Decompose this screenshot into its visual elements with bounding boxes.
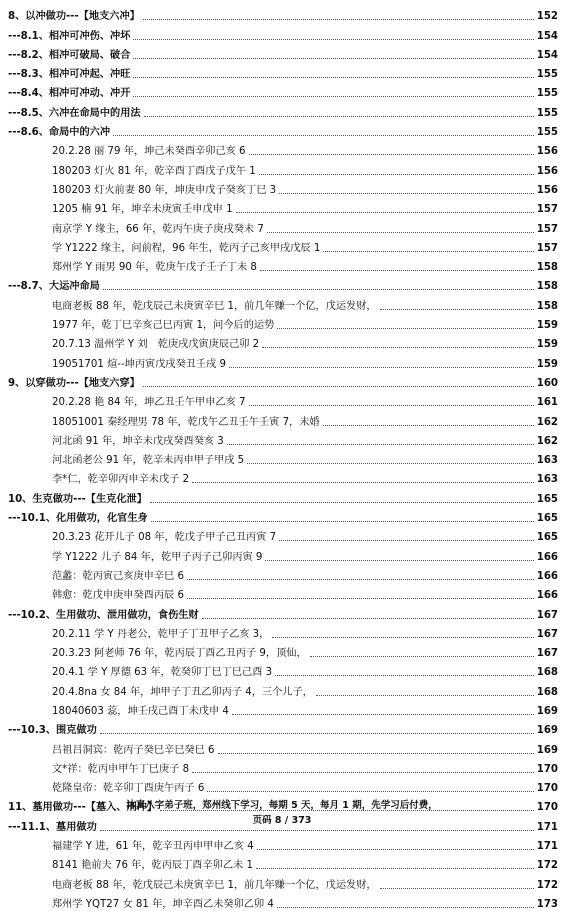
toc-case-entry[interactable] xyxy=(0,660,564,679)
toc-page-number: 169 xyxy=(536,744,558,756)
toc-dot-leader xyxy=(275,675,534,676)
toc-section-entry[interactable] xyxy=(0,718,564,737)
toc-entry-title[interactable]: 电商老板 88 年，乾戊辰己未庚寅辛巳 1，前几年赚一个亿，戊运发财， xyxy=(52,879,377,891)
toc-entry-title[interactable]: 20.3.23 阿老师 76 年，乾丙辰丁酉乙丑丙子 9，顶仙， xyxy=(52,648,307,660)
toc-entry-title[interactable]: 8141 艳前夫 76 年，乾丙辰丁酉辛卯乙未 1 xyxy=(52,860,253,872)
toc-page-number: 158 xyxy=(536,281,558,293)
toc-dot-leader xyxy=(249,154,534,155)
toc-dot-leader xyxy=(143,19,534,20)
toc-entry-title[interactable]: 1205 楠 91 年，坤辛未庚寅壬申戊申 1 xyxy=(52,204,233,216)
toc-dot-leader xyxy=(133,58,534,59)
toc-dot-leader xyxy=(310,656,534,657)
footer-notice: 沐真八字弟子班，郑州线下学习，每期 5 天，每月 1 期，先学习后付费， xyxy=(126,800,438,811)
toc-section-entry[interactable] xyxy=(0,274,564,293)
toc-entry-title[interactable]: 20.2.11 学 Y 丹老公，乾甲子丁丑甲子乙亥 3， xyxy=(52,628,270,640)
toc-dot-leader xyxy=(150,502,534,503)
toc-dot-leader xyxy=(229,367,534,368)
toc-page-number: 159 xyxy=(536,320,558,332)
toc-case-entry[interactable] xyxy=(0,216,564,235)
toc-entry-title[interactable]: 河北函 91 年，坤辛未戊戌癸酉癸亥 3 xyxy=(52,435,224,447)
toc-page-number: 163 xyxy=(536,455,558,467)
toc-section-entry[interactable] xyxy=(0,23,564,42)
toc-page-number: 152 xyxy=(536,11,558,23)
toc-dot-leader xyxy=(151,521,534,522)
toc-dot-leader xyxy=(207,791,534,792)
toc-page-number: 154 xyxy=(536,30,558,42)
toc-page-number: 157 xyxy=(536,223,558,235)
toc-dot-leader xyxy=(144,116,534,117)
toc-entry-title[interactable]: ---8.4、相冲可冲动、冲开 xyxy=(8,88,131,100)
toc-page-number: 167 xyxy=(536,609,558,621)
toc-entry-title[interactable]: 韩愈：乾戊申庚申癸酉丙辰 6 xyxy=(52,590,184,602)
toc-page-number: 172 xyxy=(536,860,558,872)
toc-page-number: 166 xyxy=(536,551,558,563)
toc-dot-leader xyxy=(232,714,534,715)
toc-case-entry[interactable] xyxy=(0,776,564,795)
toc-case-entry[interactable] xyxy=(0,757,564,776)
toc-page-number: 169 xyxy=(536,705,558,717)
toc-page-number: 173 xyxy=(536,898,558,910)
toc-entry-title[interactable]: ---10.3、围克做功 xyxy=(8,725,97,737)
toc-entry-title[interactable]: ---8.2、相冲可破局、破合 xyxy=(8,49,131,61)
toc-dot-leader xyxy=(257,849,534,850)
toc-dot-leader xyxy=(262,347,534,348)
toc-dot-leader xyxy=(133,77,534,78)
toc-section-entry[interactable] xyxy=(0,62,564,81)
toc-page-number: 167 xyxy=(536,628,558,640)
toc-chapter-entry[interactable] xyxy=(0,4,564,23)
toc-entry-title[interactable]: 南京学 Y 缘主，66 年，乾丙午庚子庚戌癸未 7 xyxy=(52,223,264,235)
toc-page-number: 166 xyxy=(536,570,558,582)
toc-case-entry[interactable] xyxy=(0,429,564,448)
toc-entry-title[interactable]: ---10.2、生用做功、泄用做功，食伤生财 xyxy=(8,609,199,621)
toc-page-number: 171 xyxy=(536,841,558,853)
toc-entry-title[interactable]: 20.4.8na 女 84 年，坤甲子丁丑乙卯丙子 4，三个儿子， xyxy=(52,686,313,698)
toc-page-number: 163 xyxy=(536,474,558,486)
toc-case-entry[interactable] xyxy=(0,622,564,641)
toc-page-number: 156 xyxy=(536,184,558,196)
toc-page-number: 170 xyxy=(536,763,558,775)
toc-entry-title[interactable]: ---8.3、相冲可冲起、冲旺 xyxy=(8,69,131,81)
toc-case-entry[interactable] xyxy=(0,583,564,602)
toc-dot-leader xyxy=(380,309,534,310)
toc-case-entry[interactable] xyxy=(0,544,564,563)
toc-page-number: 155 xyxy=(536,107,558,119)
toc-page-number: 156 xyxy=(536,146,558,158)
toc-dot-leader xyxy=(267,232,534,233)
toc-page-number: 156 xyxy=(536,165,558,177)
page-number: 页码 8 / 373 xyxy=(252,815,312,826)
toc-page-number: 167 xyxy=(536,648,558,660)
toc-dot-leader xyxy=(279,540,534,541)
toc-dot-leader xyxy=(103,289,534,290)
toc-dot-leader xyxy=(323,425,534,426)
toc-dot-leader xyxy=(249,405,534,406)
toc-page-number: 155 xyxy=(536,69,558,81)
toc-case-entry[interactable] xyxy=(0,892,564,911)
toc-dot-leader xyxy=(260,270,534,271)
toc-chapter-entry[interactable] xyxy=(0,371,564,390)
toc-entry-title[interactable]: 范蠡：乾丙寅己亥庚申辛巳 6 xyxy=(52,570,184,582)
toc-page-number: 166 xyxy=(536,590,558,602)
toc-case-entry[interactable] xyxy=(0,737,564,756)
toc-page-number: 172 xyxy=(536,879,558,891)
toc-dot-leader xyxy=(113,135,534,136)
toc-page-number: 165 xyxy=(536,493,558,505)
toc-dot-leader xyxy=(277,907,534,908)
toc-dot-leader xyxy=(256,868,534,869)
toc-dot-leader xyxy=(187,598,534,599)
toc-dot-leader xyxy=(133,96,534,97)
toc-entry-title[interactable]: 18051001 秦经理男 78 年，乾戊午乙丑壬午壬寅 7，未婚 xyxy=(52,416,320,428)
toc-entry-title[interactable]: ---11.1、墓用做功 xyxy=(8,821,97,833)
toc-entry-title[interactable]: 1977 年，乾丁巳辛亥己巳丙寅 1，问今后的运势 xyxy=(52,320,275,332)
toc-entry-title[interactable]: 吕祖吕洞宾：乾丙子癸巳辛巳癸巳 6 xyxy=(52,744,215,756)
toc-page-number: 168 xyxy=(536,686,558,698)
toc-page-number: 160 xyxy=(536,377,558,389)
toc-entry-title[interactable]: 郑州学 YQT27 女 81 年，坤辛酉乙未癸卯乙卯 4 xyxy=(52,898,274,910)
toc-case-entry[interactable] xyxy=(0,872,564,891)
toc-page-number: 171 xyxy=(536,821,558,833)
toc-page-number: 165 xyxy=(536,532,558,544)
toc-dot-leader xyxy=(323,251,534,252)
toc-dot-leader xyxy=(133,39,534,40)
toc-entry-title[interactable]: 19051701 煊--坤丙寅戊戌癸丑壬戌 9 xyxy=(52,358,227,370)
toc-entry-title[interactable]: 乾隆皇帝：乾辛卯丁酉庚午丙子 6 xyxy=(52,783,205,795)
table-of-contents xyxy=(0,4,564,911)
toc-page-number: 169 xyxy=(536,725,558,737)
toc-entry-title[interactable]: 180203 灯火前妻 80 年，坤庚申戊子癸亥丁巳 3 xyxy=(52,184,277,196)
toc-entry-title[interactable]: 180203 灯火 81 年，乾辛酉丁酉戊子戊午 1 xyxy=(52,165,256,177)
toc-dot-leader xyxy=(187,579,534,580)
toc-entry-title[interactable]: 20.2.28 丽 79 年，坤己未癸酉辛卯己亥 6 xyxy=(52,146,246,158)
toc-page-number: 170 xyxy=(536,802,558,814)
toc-case-entry[interactable] xyxy=(0,834,564,853)
toc-dot-leader xyxy=(279,193,534,194)
toc-page-number: 168 xyxy=(536,667,558,679)
toc-entry-title[interactable]: 福建学 Y 进，61 年，乾辛丑丙申甲申乙亥 4 xyxy=(52,841,254,853)
toc-entry-title[interactable]: 学 Y1222 缘主，问前程，96 年生，乾丙子己亥甲戌戊辰 1 xyxy=(52,242,321,254)
toc-dot-leader xyxy=(380,888,534,889)
toc-dot-leader xyxy=(272,637,534,638)
toc-entry-title[interactable]: ---8.6、命局中的六冲 xyxy=(8,127,111,139)
toc-dot-leader xyxy=(259,174,534,175)
toc-entry-title[interactable]: 电商老板 88 年，乾戊辰己未庚寅辛巳 1，前几年赚一个亿，戊运发财， xyxy=(52,300,377,312)
toc-page-number: 162 xyxy=(536,435,558,447)
toc-entry-title[interactable]: 8、以冲做功---【地支六冲】 xyxy=(8,11,140,23)
toc-page-number: 157 xyxy=(536,204,558,216)
toc-section-entry[interactable] xyxy=(0,43,564,62)
toc-entry-title[interactable]: 郑州学 Y 雨男 90 年，乾庚午戊子壬子丁未 8 xyxy=(52,262,257,274)
toc-case-entry[interactable] xyxy=(0,197,564,216)
toc-page-number: 161 xyxy=(536,397,558,409)
toc-section-entry[interactable] xyxy=(0,100,564,119)
toc-page-number: 158 xyxy=(536,300,558,312)
toc-case-entry[interactable] xyxy=(0,564,564,583)
toc-case-entry[interactable] xyxy=(0,448,564,467)
toc-entry-title[interactable]: 18040603 蕊，坤壬戌己酉丁未戊申 4 xyxy=(52,705,229,717)
toc-case-entry[interactable] xyxy=(0,853,564,872)
toc-case-entry[interactable] xyxy=(0,390,564,409)
toc-case-entry[interactable] xyxy=(0,139,564,158)
toc-page-number: 154 xyxy=(536,49,558,61)
toc-case-entry[interactable] xyxy=(0,699,564,718)
toc-entry-title[interactable]: 文*祥：乾丙申甲午丁巳庚子 8 xyxy=(52,763,190,775)
toc-case-entry[interactable] xyxy=(0,409,564,428)
toc-case-entry[interactable] xyxy=(0,293,564,312)
toc-dot-leader xyxy=(316,695,534,696)
toc-case-entry[interactable] xyxy=(0,525,564,544)
toc-entry-title[interactable]: ---8.7、大运冲命局 xyxy=(8,281,100,293)
toc-entry-title[interactable]: ---8.1、相冲可冲伤、冲坏 xyxy=(8,30,131,42)
toc-entry-title[interactable]: 20.7.13 温州学 Y 刘 乾庚戌戊寅庚辰己卯 2 xyxy=(52,339,260,351)
toc-page-number: 159 xyxy=(536,358,558,370)
toc-page-number: 162 xyxy=(536,416,558,428)
toc-dot-leader xyxy=(227,444,534,445)
toc-entry-title[interactable]: ---8.5、六冲在命局中的用法 xyxy=(8,107,141,119)
toc-page-number: 155 xyxy=(536,127,558,139)
toc-dot-leader xyxy=(100,733,534,734)
toc-page-number: 165 xyxy=(536,513,558,525)
toc-entry-title[interactable]: ---10.1、化用做功，化官生身 xyxy=(8,513,148,525)
toc-entry-title[interactable]: 11、墓用做功---【墓入、刑冲】 xyxy=(8,802,158,814)
toc-entry-title[interactable]: 20.4.1 学 Y 厚德 63 年，乾癸卯丁巳丁巳己酉 3 xyxy=(52,667,273,679)
toc-dot-leader xyxy=(236,212,534,213)
toc-section-entry[interactable] xyxy=(0,120,564,139)
toc-case-entry[interactable] xyxy=(0,467,564,486)
toc-entry-title[interactable]: 10、生克做功---【生克化泄】 xyxy=(8,493,147,505)
toc-dot-leader xyxy=(192,772,534,773)
toc-section-entry[interactable] xyxy=(0,602,564,621)
toc-entry-title[interactable]: 20.2.28 艳 84 年，坤乙丑壬午甲申乙亥 7 xyxy=(52,397,246,409)
toc-case-entry[interactable] xyxy=(0,158,564,177)
toc-case-entry[interactable] xyxy=(0,679,564,698)
toc-case-entry[interactable] xyxy=(0,351,564,370)
toc-case-entry[interactable] xyxy=(0,178,564,197)
toc-section-entry[interactable] xyxy=(0,506,564,525)
toc-page-number: 170 xyxy=(536,783,558,795)
toc-entry-title[interactable]: 学 Y1222 儿子 84 年，乾甲子丙子己卯丙寅 9 xyxy=(52,551,263,563)
toc-dot-leader xyxy=(192,482,534,483)
toc-dot-leader xyxy=(143,386,534,387)
toc-case-entry[interactable] xyxy=(0,641,564,660)
toc-dot-leader xyxy=(265,560,534,561)
toc-entry-title[interactable]: 9、以穿做功---【地支六穿】 xyxy=(8,377,140,389)
toc-dot-leader xyxy=(218,753,534,754)
toc-case-entry[interactable] xyxy=(0,255,564,274)
toc-page-number: 157 xyxy=(536,242,558,254)
toc-page-number: 155 xyxy=(536,88,558,100)
toc-case-entry[interactable] xyxy=(0,332,564,351)
toc-dot-leader xyxy=(202,618,534,619)
toc-page-number: 158 xyxy=(536,262,558,274)
toc-case-entry[interactable] xyxy=(0,236,564,255)
toc-section-entry[interactable] xyxy=(0,81,564,100)
toc-case-entry[interactable] xyxy=(0,313,564,332)
toc-entry-title[interactable]: 河北函老公 91 年，乾辛未丙申甲子甲戌 5 xyxy=(52,455,245,467)
toc-chapter-entry[interactable] xyxy=(0,486,564,505)
toc-entry-title[interactable]: 李*仁，乾辛卯丙申辛未戊子 2 xyxy=(52,474,190,486)
toc-entry-title[interactable]: 20.3.23 花开儿子 08 年，乾戊子甲子己丑丙寅 7 xyxy=(52,532,277,544)
toc-dot-leader xyxy=(247,463,534,464)
toc-page-number: 159 xyxy=(536,339,558,351)
toc-dot-leader xyxy=(277,328,534,329)
